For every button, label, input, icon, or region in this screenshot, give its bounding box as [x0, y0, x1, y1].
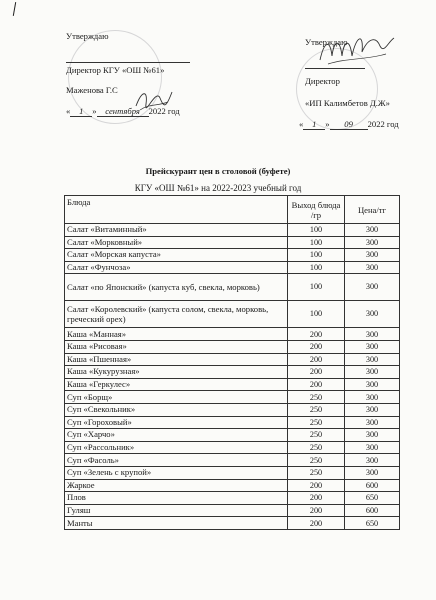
- date-day: 1: [303, 120, 325, 130]
- dish-name: Суп «Харчо»: [65, 429, 288, 442]
- date-month: сентября: [97, 107, 149, 117]
- table-row: [65, 454, 400, 467]
- table-row: [65, 274, 400, 301]
- dish-name: Суп «Борщ»: [65, 391, 288, 404]
- dish-weight: 200: [288, 328, 345, 341]
- approval-left-heading: Утверждаю: [66, 31, 109, 41]
- table-row: [65, 236, 400, 249]
- dish-price: 300: [345, 261, 400, 274]
- table-row: [65, 328, 400, 341]
- dish-name: Салат «Королевский» (капуста солом, свекла, морковь, греческий орех): [65, 301, 288, 328]
- dish-name: Гуляш: [65, 504, 288, 517]
- column-header-weight: Выход блюда /гр: [288, 196, 345, 224]
- dish-weight: 200: [288, 366, 345, 379]
- table-row: [65, 224, 400, 237]
- approval-right-position: Директор: [305, 76, 340, 87]
- dish-name: Салат «Морковный»: [65, 236, 288, 249]
- table-row: [65, 261, 400, 274]
- column-header-dish: Блюда: [65, 196, 288, 224]
- dish-weight: 200: [288, 517, 345, 530]
- date-year: 2022 год: [148, 106, 180, 117]
- dish-name: Суп «Фасоль»: [65, 454, 288, 467]
- document-subtitle: КГУ «ОШ №61» на 2022-2023 учебный год: [134, 183, 302, 193]
- dish-weight: 100: [288, 274, 345, 301]
- table-row: [65, 366, 400, 379]
- table-row: [65, 492, 400, 505]
- table-row: [65, 353, 400, 366]
- table-row: [65, 301, 400, 328]
- dish-price: 300: [345, 328, 400, 341]
- dish-name: Салат «Фунчоза»: [65, 261, 288, 274]
- date-mid: »: [92, 106, 97, 117]
- date-month: 09: [330, 120, 368, 130]
- dish-weight: 200: [288, 492, 345, 505]
- table-row: [65, 479, 400, 492]
- table-row: [65, 249, 400, 262]
- dish-price: 300: [345, 429, 400, 442]
- dish-name: Каша «Геркулес»: [65, 378, 288, 391]
- dish-name: Салат «Витаминный»: [65, 224, 288, 237]
- dish-price: 300: [345, 378, 400, 391]
- date-year: 2022 год: [367, 119, 399, 130]
- dish-price: 300: [345, 224, 400, 237]
- dish-price: 300: [345, 416, 400, 429]
- dish-weight: 200: [288, 340, 345, 353]
- signature-right: [316, 28, 396, 68]
- dish-name: Манты: [65, 517, 288, 530]
- dish-name: Каша «Кукурузная»: [65, 366, 288, 379]
- dish-weight: 100: [288, 236, 345, 249]
- approval-left-name: Маженова Г.С: [66, 84, 118, 95]
- dish-name: Суп «Свекольник»: [65, 403, 288, 416]
- table-row: [65, 340, 400, 353]
- dish-weight: 250: [288, 466, 345, 479]
- dish-weight: 200: [288, 378, 345, 391]
- dish-weight: 200: [288, 504, 345, 517]
- dish-weight: 100: [288, 301, 345, 328]
- date-open: «: [66, 106, 71, 117]
- dish-weight: 200: [288, 479, 345, 492]
- dish-name: Каша «Рисовая»: [65, 340, 288, 353]
- table-row: [65, 429, 400, 442]
- dish-name: Суп «Рассольник»: [65, 441, 288, 454]
- date-mid: »: [325, 119, 330, 130]
- dish-weight: 100: [288, 224, 345, 237]
- dish-name: Суп «Гороховый»: [65, 416, 288, 429]
- dish-name: Плов: [65, 492, 288, 505]
- approval-right-org: «ИП Калимбетов Д.Ж»: [305, 97, 390, 108]
- table-row: [65, 504, 400, 517]
- table-row: [65, 416, 400, 429]
- dish-price: 300: [345, 454, 400, 467]
- dish-name: Жаркое: [65, 479, 288, 492]
- dish-weight: 250: [288, 403, 345, 416]
- price-table: [64, 195, 400, 530]
- dish-price: 300: [345, 403, 400, 416]
- dish-price: 600: [345, 479, 400, 492]
- table-row: [65, 403, 400, 416]
- dish-price: 650: [345, 517, 400, 530]
- approval-right-heading: Утверждаю: [305, 37, 348, 47]
- dish-weight: 250: [288, 441, 345, 454]
- dish-weight: 100: [288, 249, 345, 262]
- dish-price: 600: [345, 504, 400, 517]
- dish-weight: 100: [288, 261, 345, 274]
- dish-weight: 250: [288, 391, 345, 404]
- dish-price: 300: [345, 353, 400, 366]
- pen-mark: [13, 2, 16, 16]
- dish-name: Суп «Зелень с крупой»: [65, 466, 288, 479]
- dish-price: 300: [345, 366, 400, 379]
- approval-left-position: Директор КГУ «ОШ №61»: [66, 65, 165, 76]
- dish-price: 300: [345, 466, 400, 479]
- dish-price: 300: [345, 236, 400, 249]
- dish-weight: 200: [288, 353, 345, 366]
- dish-price: 300: [345, 249, 400, 262]
- table-header-row: [65, 196, 400, 224]
- dish-price: 300: [345, 441, 400, 454]
- dish-price: 650: [345, 492, 400, 505]
- dish-name: Салат «по Японский» (капуста куб, свекла, морковь): [65, 274, 288, 301]
- date-open: «: [299, 119, 304, 130]
- dish-weight: 250: [288, 454, 345, 467]
- dish-price: 300: [345, 340, 400, 353]
- dish-name: Салат «Морская капуста»: [65, 249, 288, 262]
- dish-name: Каша «Пшенная»: [65, 353, 288, 366]
- dish-price: 300: [345, 391, 400, 404]
- document-title: Прейскурант цен в столовой (буфете): [145, 166, 291, 176]
- table-row: [65, 517, 400, 530]
- table-row: [65, 391, 400, 404]
- dish-name: Каша «Манная»: [65, 328, 288, 341]
- approval-right-date: [299, 120, 419, 130]
- dish-price: 300: [345, 301, 400, 328]
- column-header-price: Цена/тг: [345, 196, 400, 224]
- dish-weight: 250: [288, 429, 345, 442]
- signature-left: [134, 84, 174, 114]
- signature-line-left: [66, 54, 216, 65]
- date-day: 1: [70, 107, 92, 117]
- dish-weight: 250: [288, 416, 345, 429]
- table-row: [65, 466, 400, 479]
- table-row: [65, 441, 400, 454]
- approval-left: [66, 31, 216, 117]
- dish-price: 300: [345, 274, 400, 301]
- table-row: [65, 378, 400, 391]
